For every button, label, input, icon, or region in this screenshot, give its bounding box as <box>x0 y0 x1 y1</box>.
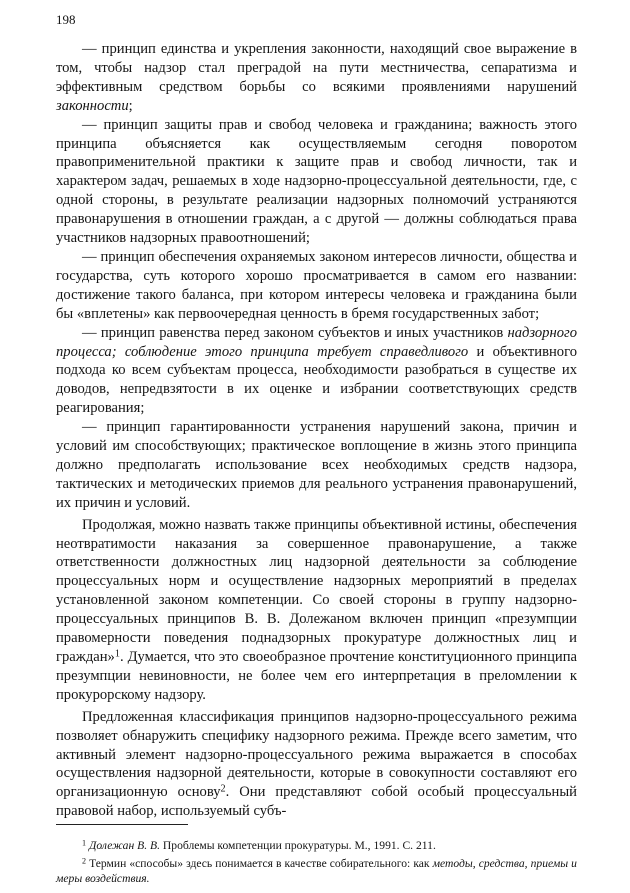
text-run: — принцип единства и укрепления законности, находящий свое выражение в том, чтобы надзор стал преградой на пути местничества, сепаратизма и эффективным средством борьбы со всякими проявлениями нарушений <box>56 41 577 95</box>
text-run: Продолжая, можно назвать также принципы объективной истины, обеспечения неотвратимости наказания за совершенное правонарушение, а также ответственности должностных лиц надзорной деятельности за соблюдение процессуальных норм и осуществление надзорных мероприятий в пределах установленной законом компетенции. Со своей стороны в группу надзорно-процессуальных принципов В. В. Долежаном включен принцип «презумпции правомерности поведения поднадзорных прокуратуре должностных лиц и граждан» <box>56 516 577 665</box>
text-run: Предложенная классификация принципов надзорно-процессуального режима позволяет обнаружить специфику надзорного режима. Прежде всего заметим, что активный элемент надзорно-процессуального режима выражается в способах осуществления надзорной деятельности, которые в совокупности составляют его организационную основу <box>56 708 577 801</box>
text-run: — принцип обеспечения охраняемых законом интересов личности, общества и государства, суть которого хорошо просматривается в самом его названии: достижение такого баланса, при котором интересы человека и гражданина были бы «вплетены» как первоочередная ценность в бремя государственных забот; <box>56 248 577 322</box>
text-run: Термин «способы» здесь понимается в качестве собирательного: как <box>86 857 433 870</box>
principle-list-item <box>56 40 577 116</box>
footnotes <box>56 838 577 889</box>
footnote-ref: 1 <box>82 838 87 848</box>
footnote-ref: 2 <box>82 856 87 866</box>
footnote-ref: 2 <box>220 783 226 795</box>
paragraph <box>56 708 577 821</box>
italic-text: Долежан В. В. <box>88 839 160 852</box>
text-run: — принцип равенства перед законом субъектов и иных участников <box>82 324 508 341</box>
principle-list-item <box>56 324 577 419</box>
italic-text: законности <box>56 97 129 114</box>
footnote-separator <box>56 824 188 825</box>
italic-text: надзорного процесса; соблюдение этого принципа требует справедливого <box>56 324 577 360</box>
principle-list-item <box>56 248 577 324</box>
footnote-ref: 1 <box>114 648 120 660</box>
text-run: . Они представляют собой особый процессуальный правовой набор, используемый субъ- <box>56 784 577 820</box>
paragraph <box>56 516 577 705</box>
text-run: . Думается, что это своеобразное прочтение конституционного принципа презумпции невиновности, не более чем его интерпретация в преломлении к прокурорскому надзору. <box>56 649 577 703</box>
text-run: Проблемы компетенции прокуратуры. М., 1991. С. 211. <box>160 839 436 852</box>
principle-list-item <box>56 116 577 248</box>
footnote <box>56 856 577 886</box>
principle-list-item <box>56 418 577 513</box>
text-run: и объективного подхода ко всем субъектам процесса, необходимости разобраться в существе их доводов, непредвзятости в их оценке и избрании соответствующих средств реагирования; <box>56 343 577 417</box>
text-run: ; <box>128 97 133 114</box>
footnote <box>56 838 577 853</box>
page-number: 198 <box>56 12 76 27</box>
italic-text: методы, средства, приемы и меры воздействия. <box>56 857 577 885</box>
text-run: — принцип гарантированности устранения нарушений закона, причин и условий им способствующих; практическое воплощение в жизнь этого принципа должно предполагать использование всех необходимых средств надзора, тактических и методических приемов для реального устранения правонарушений, их причин и условий. <box>56 419 577 511</box>
text-run: — принцип защиты прав и свобод человека и гражданина; важность этого принципа объясняется как осуществляемым сегодня поворотом правоприменительной практики к защите прав и свобод личности, так и характером задач, решаемых в ходе надзорно-процессуальной деятельности, где, с одной стороны, в результате реализации надзорных полномочий устраняются правонарушения в отношении граждан, а с другой — должны соблюдаться права участников надзорных правоотношений; <box>56 116 577 247</box>
body-text <box>56 40 577 821</box>
